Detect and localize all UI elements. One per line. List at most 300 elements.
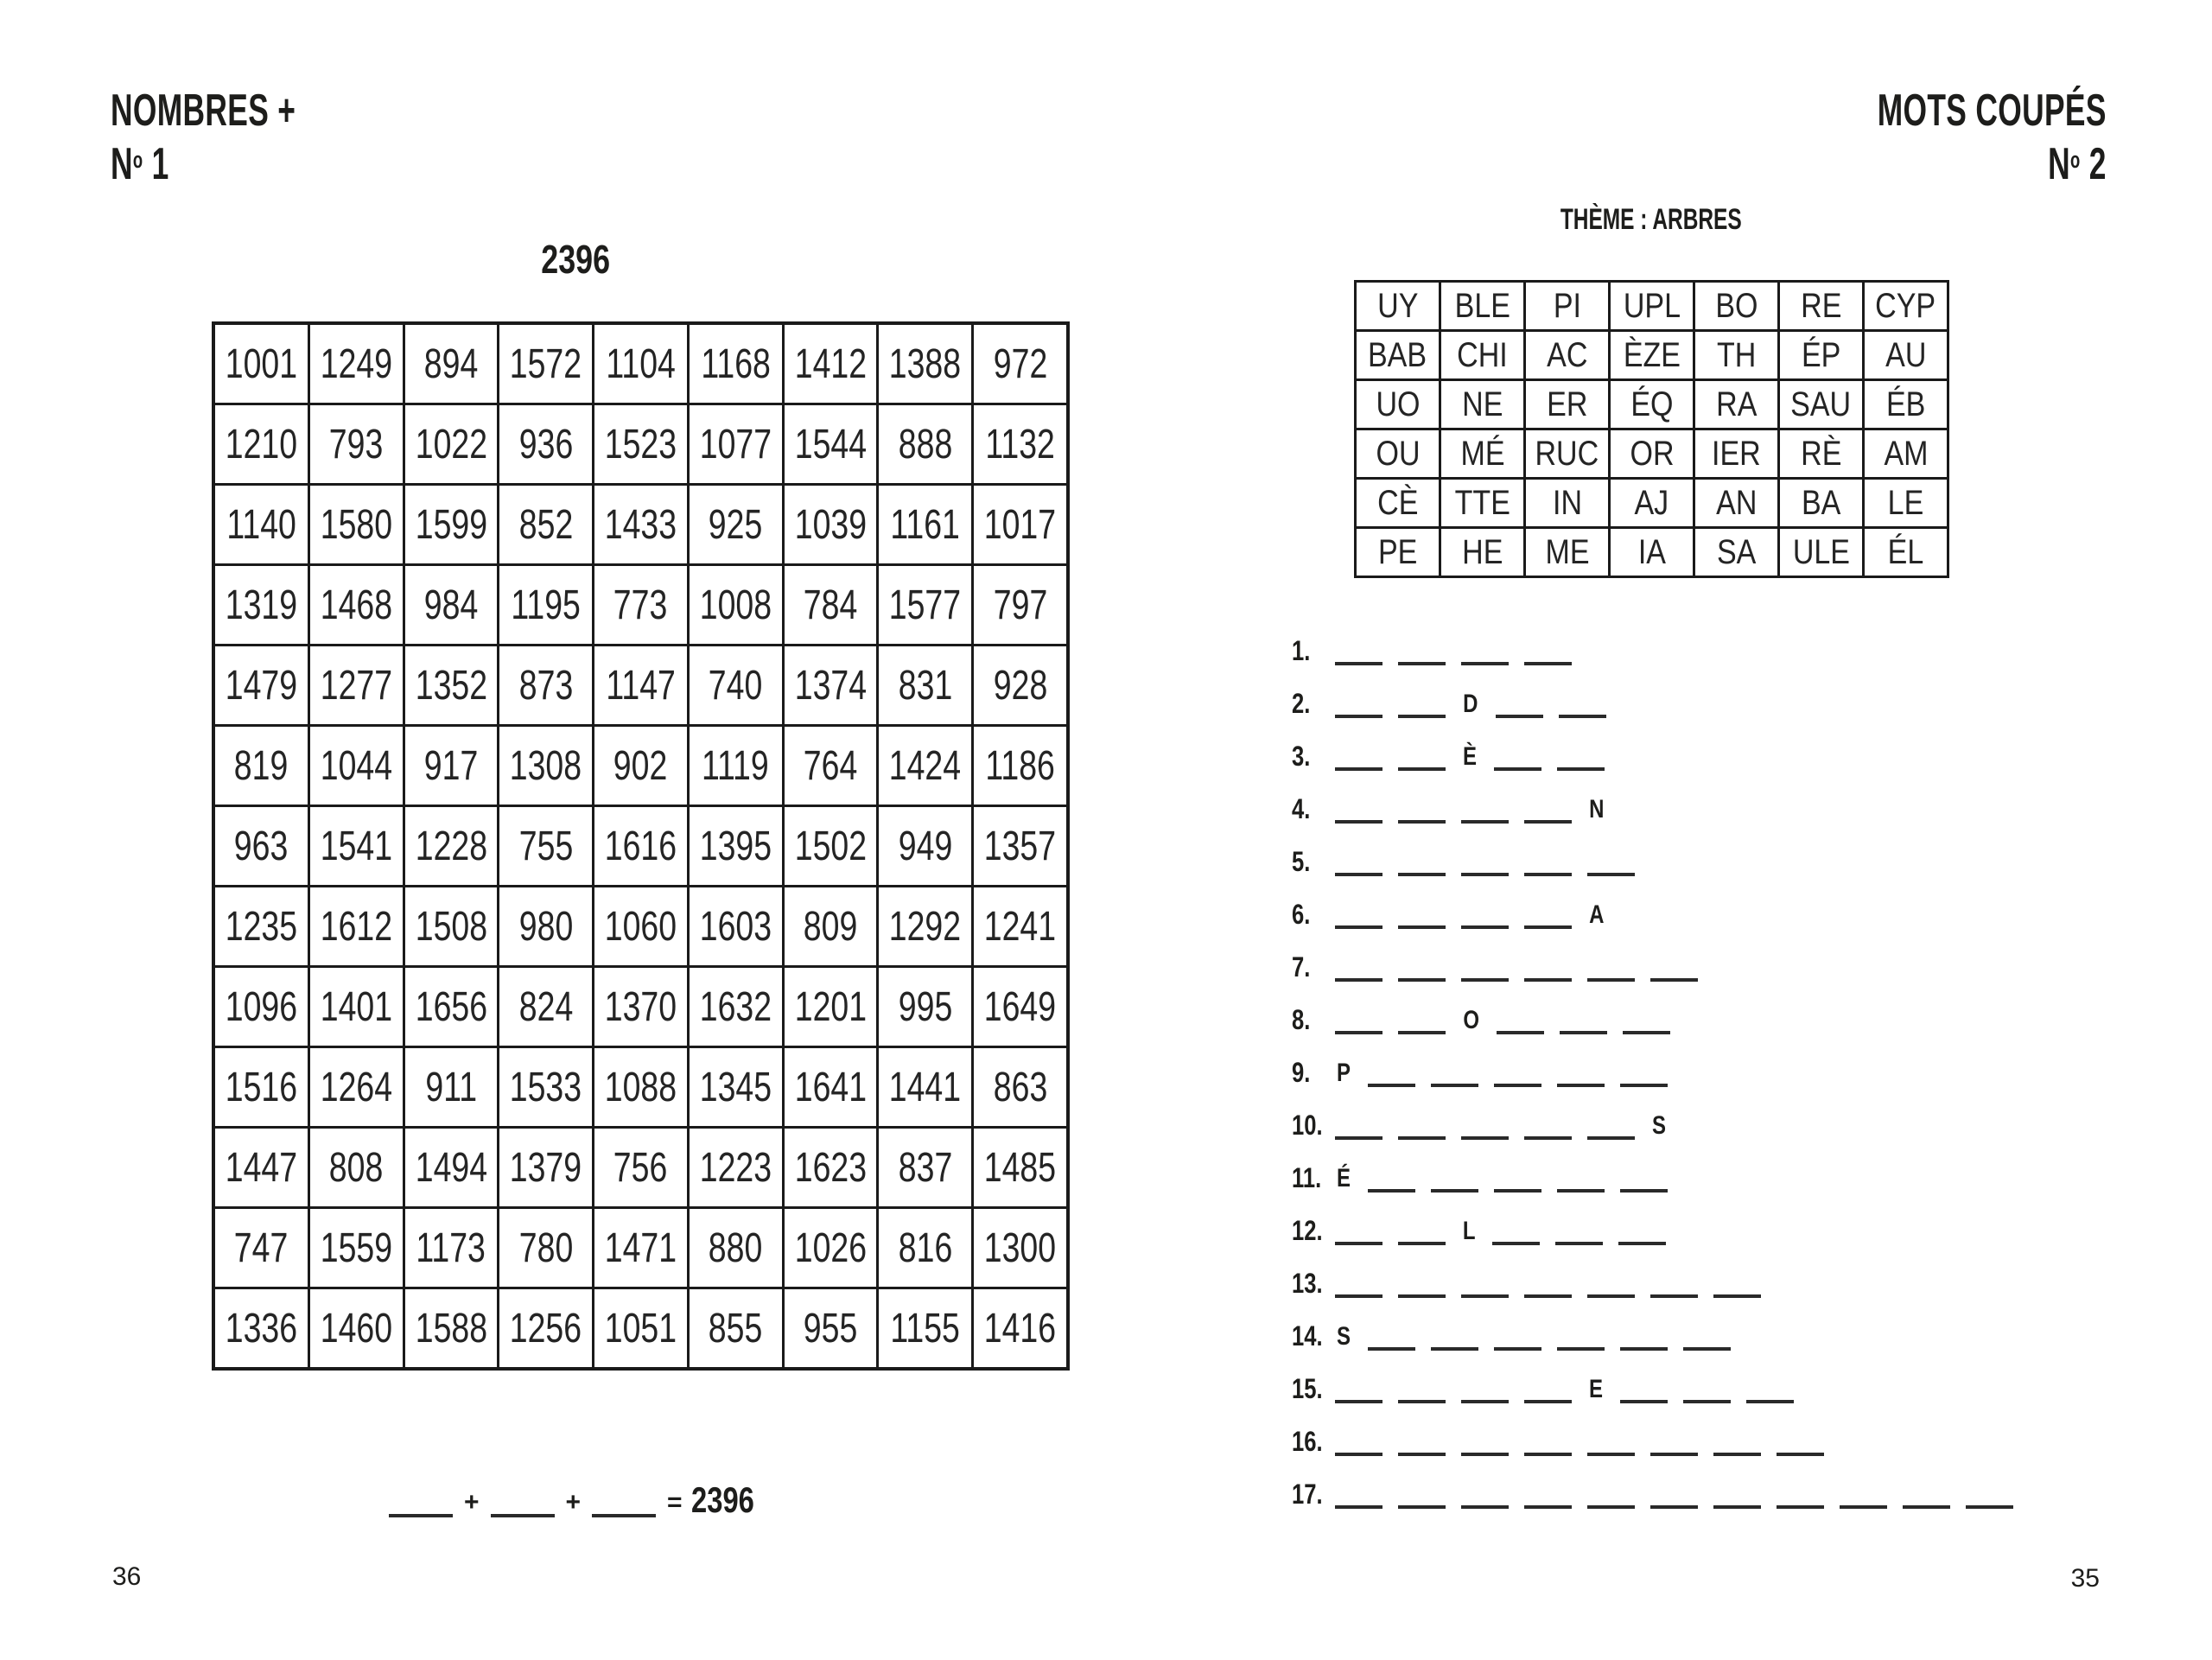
- letter-cell: [1779, 528, 1864, 577]
- answer-blank: [1494, 1321, 1541, 1351]
- number-cell: [878, 565, 973, 646]
- number-cell: [878, 1128, 973, 1208]
- page-number-left: 36: [112, 1562, 142, 1591]
- answer-blank: [1335, 689, 1382, 718]
- number-cell: [499, 323, 594, 404]
- letter-cell: [1356, 331, 1440, 380]
- number-cell-value: 809: [803, 903, 858, 950]
- number-cell-value: 756: [613, 1144, 668, 1191]
- letter-cell: [1440, 429, 1525, 479]
- clue-number: 2.: [1292, 688, 1311, 719]
- answer-blank: [1398, 1479, 1446, 1509]
- letter-cell: [1356, 479, 1440, 528]
- letter-cell-value: TTE: [1454, 483, 1510, 522]
- answer-blank: [1650, 952, 1698, 982]
- number-cell-value: 880: [709, 1224, 763, 1271]
- number-cell-value: 1319: [225, 582, 298, 628]
- number-cell-value: 1345: [699, 1064, 772, 1110]
- number-cell: [499, 1128, 594, 1208]
- number-cell-value: 1559: [320, 1224, 392, 1271]
- answer-blank: [1587, 847, 1635, 876]
- number-cell-value: 793: [328, 421, 384, 467]
- answer-blank: [1683, 1374, 1731, 1403]
- letter-cell: [1779, 429, 1864, 479]
- letter-cell-value: ME: [1545, 532, 1589, 571]
- letter-cell: [1440, 331, 1525, 380]
- letter-cell: [1440, 380, 1525, 429]
- formula-blank: [592, 1490, 656, 1517]
- number-cell: [688, 1288, 783, 1370]
- answer-blank: [1398, 741, 1446, 771]
- number-cell: [499, 1047, 594, 1128]
- right-title-text: MOTS COUPÉS: [1877, 86, 2107, 136]
- grid-row: [1356, 331, 1948, 380]
- clue-row: [1292, 631, 2156, 665]
- letter-cell-value: AC: [1546, 335, 1588, 374]
- number-cell-value: 972: [993, 340, 1047, 387]
- letter-cell: [1525, 479, 1610, 528]
- given-letter: P: [1337, 1059, 1351, 1087]
- number-cell-value: 1096: [225, 983, 298, 1030]
- number-cell-value: 1088: [604, 1064, 677, 1110]
- answer-blank: [1461, 1479, 1509, 1509]
- number-cell-value: 1017: [983, 501, 1057, 548]
- number-cell-value: 1649: [983, 983, 1057, 1030]
- number-cell: [499, 646, 594, 726]
- number-cell: [308, 1208, 404, 1288]
- grid-row: [213, 1288, 1068, 1370]
- number-cell: [213, 565, 308, 646]
- answer-blank: [1650, 1479, 1698, 1509]
- letter-cell: [1864, 331, 1948, 380]
- number-cell: [783, 1208, 878, 1288]
- number-cell: [308, 646, 404, 726]
- number-cell-value: 1223: [699, 1144, 772, 1191]
- number-cell: [499, 485, 594, 565]
- number-cell-value: 824: [518, 983, 573, 1030]
- number-cell: [688, 806, 783, 887]
- number-cell-value: 963: [234, 823, 289, 869]
- clue-row: [1292, 1053, 2156, 1087]
- letter-cell: [1864, 429, 1948, 479]
- number-cell: [688, 565, 783, 646]
- letter-cell-value: UPL: [1623, 286, 1681, 325]
- given-letter: A: [1589, 900, 1605, 929]
- number-cell: [308, 1128, 404, 1208]
- number-cell-value: 1186: [985, 742, 1055, 789]
- given-letter: E: [1589, 1375, 1604, 1403]
- number-cell: [499, 887, 594, 967]
- letter-cell: [1864, 380, 1948, 429]
- number-cell-value: 1508: [415, 903, 487, 950]
- letter-cell: [1864, 282, 1948, 331]
- number-cell: [499, 967, 594, 1047]
- number-cell-value: 1541: [320, 823, 392, 869]
- grid-row: [213, 726, 1068, 806]
- number-cell: [878, 646, 973, 726]
- answer-blank: [1335, 952, 1382, 982]
- letter-grid: [1354, 280, 1949, 578]
- number-cell-value: 902: [613, 742, 668, 789]
- answer-blank: [1461, 794, 1509, 824]
- letter-cell-value: ÉP: [1801, 335, 1841, 374]
- answer-blank: [1368, 1058, 1415, 1087]
- number-cell: [213, 1208, 308, 1288]
- letter-cell: [1440, 282, 1525, 331]
- answer-blank: [1497, 1005, 1544, 1034]
- number-cell-value: 863: [993, 1064, 1047, 1110]
- number-cell: [973, 565, 1068, 646]
- grid-row: [1356, 282, 1948, 331]
- answer-blank: [1620, 1163, 1668, 1193]
- letter-cell-value: ÉL: [1887, 532, 1924, 571]
- number-cell-value: 1352: [415, 662, 487, 709]
- answer-blank: [1398, 689, 1446, 718]
- clue-row: [1292, 1105, 2156, 1140]
- letter-grid-body: [1356, 282, 1948, 577]
- number-cell: [308, 967, 404, 1047]
- letter-cell: [1694, 331, 1779, 380]
- number-cell: [308, 887, 404, 967]
- clue-number: 7.: [1292, 951, 1311, 983]
- number-cell: [404, 726, 499, 806]
- plus-sign: +: [565, 1488, 582, 1517]
- number-cell: [404, 887, 499, 967]
- number-cell-value: 1370: [604, 983, 677, 1030]
- number-cell-value: 808: [328, 1144, 384, 1191]
- number-cell: [783, 887, 878, 967]
- grid-row: [213, 404, 1068, 485]
- answer-blank: [1461, 900, 1509, 929]
- number-cell: [594, 646, 689, 726]
- number-cell: [878, 887, 973, 967]
- letter-cell-value: MÉ: [1460, 434, 1504, 473]
- letter-cell: [1864, 479, 1948, 528]
- number-cell-value: 1300: [983, 1224, 1057, 1271]
- letter-cell-value: AM: [1884, 434, 1928, 473]
- letter-cell-value: RA: [1715, 385, 1758, 423]
- letter-cell: [1610, 282, 1694, 331]
- formula-blank: [491, 1490, 555, 1517]
- number-cell-value: 1388: [889, 340, 962, 387]
- number-cell: [783, 726, 878, 806]
- grid-row: [213, 967, 1068, 1047]
- number-cell-value: 1599: [415, 501, 487, 548]
- clue-row: [1292, 1421, 2156, 1456]
- letter-cell-value: ÈZE: [1623, 335, 1681, 374]
- number-cell: [878, 404, 973, 485]
- number-cell-value: 852: [518, 501, 573, 548]
- answer-blank: [1524, 952, 1572, 982]
- letter-cell: [1525, 528, 1610, 577]
- answer-blank: [1587, 1427, 1635, 1456]
- clue-row: [1292, 1158, 2156, 1193]
- number-cell-value: 1173: [416, 1224, 486, 1271]
- number-cell-value: 1264: [320, 1064, 392, 1110]
- number-cell-value: 1161: [890, 501, 961, 548]
- number-cell-value: 1447: [225, 1144, 298, 1191]
- clue-row: [1292, 1263, 2156, 1298]
- answer-blank: [1335, 1110, 1382, 1140]
- clue-number: 14.: [1292, 1320, 1323, 1352]
- answer-blank: [1335, 1216, 1382, 1245]
- number-cell-value: 1471: [604, 1224, 677, 1271]
- number-cell: [499, 1208, 594, 1288]
- number-cell-value: 1201: [794, 983, 867, 1030]
- letter-cell: [1525, 331, 1610, 380]
- number-cell-value: 1235: [225, 903, 298, 950]
- number-cell-value: 1395: [699, 823, 772, 869]
- right-page-title: [1770, 86, 2107, 189]
- number-cell: [783, 806, 878, 887]
- letter-cell-value: SA: [1716, 532, 1757, 571]
- number-cell: [404, 1208, 499, 1288]
- number-cell: [213, 1047, 308, 1128]
- number-cell: [688, 404, 783, 485]
- number-cell: [688, 646, 783, 726]
- number-cell-value: 1616: [604, 823, 677, 869]
- number-cell-value: 1580: [320, 501, 392, 548]
- number-cell-value: 1256: [510, 1305, 582, 1352]
- letter-cell-value: RE: [1800, 286, 1842, 325]
- number-cell-value: 1401: [320, 983, 392, 1030]
- answer-blank: [1398, 1110, 1446, 1140]
- number-cell: [499, 1288, 594, 1370]
- answer-blank: [1335, 741, 1382, 771]
- answer-blank: [1398, 794, 1446, 824]
- answer-blank: [1560, 1005, 1607, 1034]
- number-cell: [878, 726, 973, 806]
- number-cell-value: 1516: [225, 1064, 298, 1110]
- clue-number: 11.: [1292, 1162, 1322, 1193]
- number-cell-value: 980: [518, 903, 573, 950]
- clue-number: 12.: [1292, 1215, 1323, 1246]
- number-cell: [783, 646, 878, 726]
- number-cell: [404, 967, 499, 1047]
- answer-blank: [1524, 1110, 1572, 1140]
- answer-blank: [1713, 1269, 1761, 1298]
- number-cell-value: 755: [518, 823, 573, 869]
- grid-row: [1356, 380, 1948, 429]
- letter-cell-value: BAB: [1368, 335, 1427, 374]
- given-letter: L: [1462, 1217, 1476, 1245]
- letter-cell-value: OU: [1376, 434, 1420, 473]
- letter-cell-value: ULE: [1792, 532, 1850, 571]
- answer-blank: [1431, 1058, 1478, 1087]
- number-cell-value: 1416: [983, 1305, 1057, 1352]
- number-cell-value: 1008: [699, 582, 772, 628]
- letter-cell-value: LE: [1887, 483, 1924, 522]
- number-cell: [308, 806, 404, 887]
- number-cell: [594, 404, 689, 485]
- answer-blank: [1398, 1216, 1446, 1245]
- formula-blank: [389, 1490, 453, 1517]
- grid-row: [213, 806, 1068, 887]
- number-cell-value: 1485: [983, 1144, 1057, 1191]
- given-letter: D: [1463, 690, 1478, 718]
- number-cell-value: 1603: [699, 903, 772, 950]
- clue-number: 1.: [1292, 635, 1311, 666]
- number-cell-value: 1460: [320, 1305, 392, 1352]
- answer-blank: [1587, 1269, 1635, 1298]
- letter-cell-value: IA: [1637, 532, 1666, 571]
- right-title-number: $N^o$ 2: [2048, 138, 2107, 189]
- answer-blank: [1368, 1163, 1415, 1193]
- number-cell-value: 1572: [510, 340, 582, 387]
- letter-cell-value: CYP: [1875, 286, 1936, 325]
- number-cell-value: 1424: [889, 742, 962, 789]
- answer-blank: [1492, 1216, 1540, 1245]
- clue-number: 10.: [1292, 1110, 1323, 1141]
- answer-blank: [1524, 847, 1572, 876]
- given-letter: É: [1337, 1164, 1351, 1193]
- number-cell: [404, 485, 499, 565]
- number-cell: [213, 646, 308, 726]
- answer-blank: [1461, 636, 1509, 665]
- answer-blank: [1398, 847, 1446, 876]
- number-cell: [973, 1047, 1068, 1128]
- answer-blank: [1524, 1479, 1572, 1509]
- number-cell: [213, 887, 308, 967]
- clue-number: 5.: [1292, 846, 1311, 877]
- number-cell-value: 1641: [794, 1064, 867, 1110]
- clue-list: [1292, 631, 2156, 1527]
- number-cell: [688, 1047, 783, 1128]
- number-cell-value: 837: [898, 1144, 953, 1191]
- number-cell: [878, 806, 973, 887]
- number-cell: [973, 887, 1068, 967]
- letter-cell: [1779, 331, 1864, 380]
- grid-row: [213, 323, 1068, 404]
- answer-blank: [1335, 794, 1382, 824]
- number-cell: [973, 726, 1068, 806]
- number-cell: [213, 485, 308, 565]
- number-cell: [404, 646, 499, 726]
- number-cell: [973, 967, 1068, 1047]
- letter-cell: [1440, 479, 1525, 528]
- number-cell: [213, 1288, 308, 1370]
- number-cell: [404, 404, 499, 485]
- number-cell-value: 1336: [225, 1305, 298, 1352]
- grid-row: [213, 485, 1068, 565]
- number-cell-value: 797: [993, 582, 1047, 628]
- letter-cell-value: OR: [1630, 434, 1674, 473]
- grid-row: [1356, 479, 1948, 528]
- answer-blank: [1431, 1163, 1478, 1193]
- answer-blank: [1524, 900, 1572, 929]
- answer-blank: [1966, 1479, 2013, 1509]
- answer-blank: [1398, 952, 1446, 982]
- letter-cell-value: CHI: [1457, 335, 1508, 374]
- plus-sign: +: [463, 1488, 480, 1517]
- letter-cell-value: ÉB: [1885, 385, 1926, 423]
- letter-cell-value: AU: [1885, 335, 1927, 374]
- number-grid-body: [213, 323, 1068, 1369]
- number-cell-value: 936: [518, 421, 573, 467]
- answer-blank: [1840, 1479, 1887, 1509]
- number-cell-value: 1140: [226, 501, 296, 548]
- number-cell-value: 949: [898, 823, 953, 869]
- number-cell: [594, 323, 689, 404]
- number-cell: [594, 967, 689, 1047]
- letter-cell: [1440, 528, 1525, 577]
- answer-blank: [1398, 900, 1446, 929]
- answer-blank: [1335, 636, 1382, 665]
- grid-row: [1356, 429, 1948, 479]
- equals-sign: =: [667, 1488, 683, 1517]
- number-cell-value: 955: [803, 1305, 858, 1352]
- number-cell-value: 747: [234, 1224, 289, 1271]
- number-cell-value: 1168: [701, 340, 771, 387]
- answer-blank: [1650, 1427, 1698, 1456]
- clue-row: [1292, 894, 2156, 929]
- number-cell: [499, 565, 594, 646]
- number-cell-value: 1241: [983, 903, 1057, 950]
- answer-blank: [1620, 1058, 1668, 1087]
- number-cell: [783, 323, 878, 404]
- answer-blank: [1461, 1427, 1509, 1456]
- number-cell-value: 1623: [794, 1144, 867, 1191]
- number-cell: [594, 806, 689, 887]
- number-cell: [688, 887, 783, 967]
- letter-cell: [1694, 282, 1779, 331]
- answer-blank: [1398, 1005, 1446, 1034]
- number-cell: [594, 887, 689, 967]
- clue-row: [1292, 947, 2156, 982]
- letter-cell: [1694, 479, 1779, 528]
- answer-blank: [1496, 689, 1543, 718]
- number-cell-value: 1044: [320, 742, 392, 789]
- letter-cell-value: PE: [1377, 532, 1418, 571]
- number-cell: [783, 967, 878, 1047]
- number-cell-value: 917: [423, 742, 479, 789]
- answer-blank: [1524, 1374, 1572, 1403]
- number-cell: [878, 1047, 973, 1128]
- letter-cell-value: IER: [1712, 434, 1761, 473]
- number-cell-value: 1292: [889, 903, 962, 950]
- number-cell-value: 1249: [320, 340, 392, 387]
- number-cell: [783, 1288, 878, 1370]
- answer-blank: [1461, 1110, 1509, 1140]
- clue-number: 13.: [1292, 1268, 1323, 1299]
- number-cell-value: 1277: [320, 662, 392, 709]
- answer-blank: [1555, 1216, 1603, 1245]
- clue-number: 9.: [1292, 1057, 1311, 1088]
- theme-label: THÈME : ARBRES: [1560, 203, 1742, 236]
- number-cell: [878, 323, 973, 404]
- answer-blank: [1713, 1427, 1761, 1456]
- number-cell-value: 1632: [699, 983, 772, 1030]
- clue-number: 6.: [1292, 899, 1311, 930]
- grid-row: [213, 646, 1068, 726]
- number-cell: [973, 323, 1068, 404]
- answer-blank: [1335, 847, 1382, 876]
- answer-blank: [1461, 1269, 1509, 1298]
- clue-number: 16.: [1292, 1426, 1323, 1457]
- answer-blank: [1777, 1427, 1824, 1456]
- answer-blank: [1461, 847, 1509, 876]
- number-cell-value: 1132: [985, 421, 1055, 467]
- number-cell: [878, 1208, 973, 1288]
- letter-cell: [1694, 380, 1779, 429]
- answer-blank: [1398, 636, 1446, 665]
- answer-blank: [1557, 1058, 1605, 1087]
- answer-blank: [1524, 1427, 1572, 1456]
- number-cell-value: 1441: [889, 1064, 962, 1110]
- number-cell: [404, 565, 499, 646]
- number-cell: [973, 404, 1068, 485]
- grid-row: [213, 1047, 1068, 1128]
